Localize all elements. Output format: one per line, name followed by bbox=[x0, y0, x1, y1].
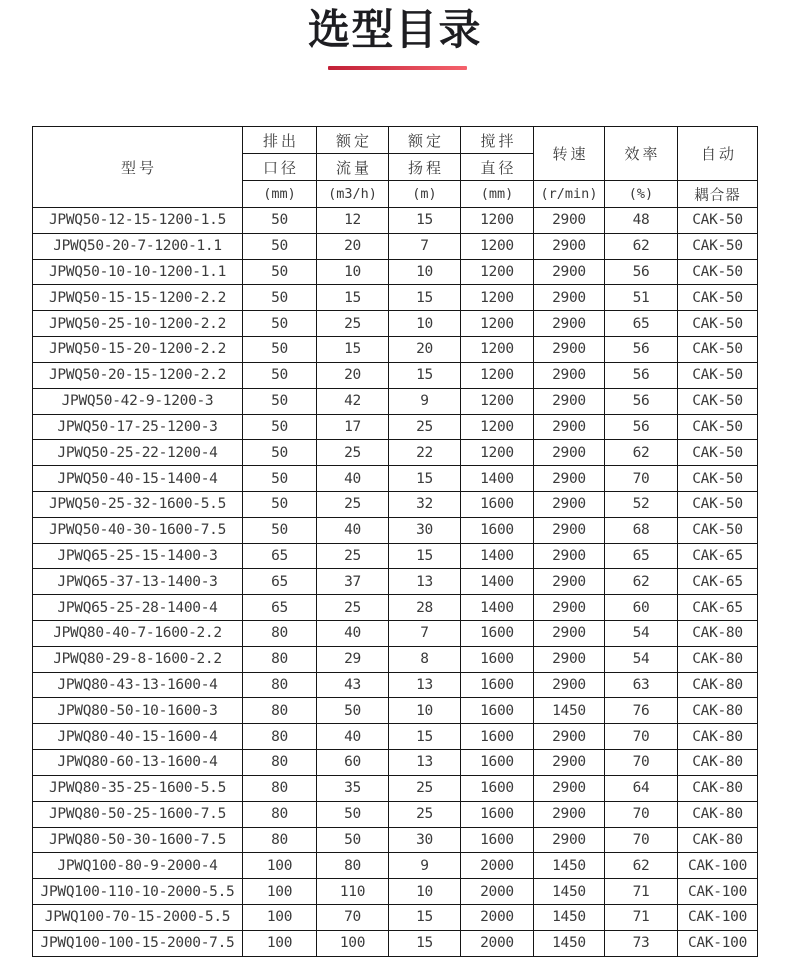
coupler-cell: CAK-100 bbox=[678, 879, 758, 905]
speed-cell: 2900 bbox=[534, 750, 605, 776]
selection-catalog-table bbox=[32, 126, 758, 957]
speed-cell: 2900 bbox=[534, 543, 605, 569]
rated-head-cell: 25 bbox=[389, 801, 461, 827]
header-coupler-unit: 耦合器 bbox=[678, 181, 758, 208]
header-flow-unit: (m3/h) bbox=[317, 181, 389, 208]
table-row bbox=[33, 543, 758, 569]
outlet-diameter-cell: 50 bbox=[243, 311, 317, 337]
coupler-cell: CAK-50 bbox=[678, 362, 758, 388]
outlet-diameter-cell: 50 bbox=[243, 233, 317, 259]
efficiency-cell: 76 bbox=[605, 698, 678, 724]
header-auto: 自动 bbox=[678, 127, 758, 181]
speed-cell: 2900 bbox=[534, 414, 605, 440]
efficiency-cell: 54 bbox=[605, 646, 678, 672]
mixing-diameter-cell: 1600 bbox=[461, 801, 534, 827]
speed-cell: 2900 bbox=[534, 827, 605, 853]
rated-head-cell: 28 bbox=[389, 595, 461, 621]
model-cell: JPWQ80-50-30-1600-7.5 bbox=[33, 827, 243, 853]
model-cell: JPWQ50-10-10-1200-1.1 bbox=[33, 259, 243, 285]
table-row bbox=[33, 208, 758, 234]
rated-flow-cell: 43 bbox=[317, 672, 389, 698]
header-outlet-unit: (mm) bbox=[243, 181, 317, 208]
model-cell: JPWQ80-50-10-1600-3 bbox=[33, 698, 243, 724]
mixing-diameter-cell: 1400 bbox=[461, 543, 534, 569]
speed-cell: 2900 bbox=[534, 466, 605, 492]
coupler-cell: CAK-50 bbox=[678, 259, 758, 285]
model-cell: JPWQ100-70-15-2000-5.5 bbox=[33, 904, 243, 930]
efficiency-cell: 70 bbox=[605, 724, 678, 750]
outlet-diameter-cell: 80 bbox=[243, 775, 317, 801]
speed-cell: 2900 bbox=[534, 801, 605, 827]
rated-head-cell: 15 bbox=[389, 724, 461, 750]
outlet-diameter-cell: 100 bbox=[243, 904, 317, 930]
rated-head-cell: 8 bbox=[389, 646, 461, 672]
coupler-cell: CAK-65 bbox=[678, 569, 758, 595]
table-row bbox=[33, 414, 758, 440]
rated-flow-cell: 25 bbox=[317, 311, 389, 337]
rated-flow-cell: 40 bbox=[317, 621, 389, 647]
outlet-diameter-cell: 50 bbox=[243, 491, 317, 517]
rated-head-cell: 10 bbox=[389, 879, 461, 905]
speed-cell: 2900 bbox=[534, 517, 605, 543]
speed-cell: 2900 bbox=[534, 388, 605, 414]
table-row bbox=[33, 491, 758, 517]
outlet-diameter-cell: 50 bbox=[243, 440, 317, 466]
speed-cell: 2900 bbox=[534, 337, 605, 363]
model-cell: JPWQ65-25-28-1400-4 bbox=[33, 595, 243, 621]
model-cell: JPWQ50-15-15-1200-2.2 bbox=[33, 285, 243, 311]
mixing-diameter-cell: 1600 bbox=[461, 517, 534, 543]
speed-cell: 2900 bbox=[534, 621, 605, 647]
header-mixing-line2: 直径 bbox=[461, 154, 534, 181]
rated-flow-cell: 15 bbox=[317, 337, 389, 363]
rated-flow-cell: 10 bbox=[317, 259, 389, 285]
table-row bbox=[33, 388, 758, 414]
header-mixing-line1: 搅拌 bbox=[461, 127, 534, 154]
model-cell: JPWQ80-40-15-1600-4 bbox=[33, 724, 243, 750]
table-row bbox=[33, 440, 758, 466]
coupler-cell: CAK-80 bbox=[678, 827, 758, 853]
rated-head-cell: 20 bbox=[389, 337, 461, 363]
model-cell: JPWQ100-100-15-2000-7.5 bbox=[33, 930, 243, 956]
outlet-diameter-cell: 50 bbox=[243, 337, 317, 363]
mixing-diameter-cell: 1600 bbox=[461, 621, 534, 647]
speed-cell: 1450 bbox=[534, 698, 605, 724]
mixing-diameter-cell: 1600 bbox=[461, 646, 534, 672]
rated-flow-cell: 12 bbox=[317, 208, 389, 234]
efficiency-cell: 51 bbox=[605, 285, 678, 311]
coupler-cell: CAK-50 bbox=[678, 311, 758, 337]
coupler-cell: CAK-80 bbox=[678, 646, 758, 672]
speed-cell: 1450 bbox=[534, 904, 605, 930]
rated-head-cell: 15 bbox=[389, 543, 461, 569]
table-row bbox=[33, 466, 758, 492]
mixing-diameter-cell: 1200 bbox=[461, 414, 534, 440]
outlet-diameter-cell: 50 bbox=[243, 388, 317, 414]
outlet-diameter-cell: 80 bbox=[243, 827, 317, 853]
outlet-diameter-cell: 50 bbox=[243, 259, 317, 285]
outlet-diameter-cell: 50 bbox=[243, 208, 317, 234]
speed-cell: 2900 bbox=[534, 595, 605, 621]
efficiency-cell: 73 bbox=[605, 930, 678, 956]
efficiency-cell: 56 bbox=[605, 259, 678, 285]
rated-flow-cell: 60 bbox=[317, 750, 389, 776]
table-row bbox=[33, 672, 758, 698]
model-cell: JPWQ65-25-15-1400-3 bbox=[33, 543, 243, 569]
rated-head-cell: 32 bbox=[389, 491, 461, 517]
outlet-diameter-cell: 100 bbox=[243, 879, 317, 905]
coupler-cell: CAK-100 bbox=[678, 853, 758, 879]
coupler-cell: CAK-80 bbox=[678, 750, 758, 776]
mixing-diameter-cell: 1600 bbox=[461, 775, 534, 801]
efficiency-cell: 56 bbox=[605, 337, 678, 363]
rated-head-cell: 15 bbox=[389, 904, 461, 930]
efficiency-cell: 64 bbox=[605, 775, 678, 801]
rated-head-cell: 7 bbox=[389, 621, 461, 647]
efficiency-cell: 71 bbox=[605, 904, 678, 930]
efficiency-cell: 70 bbox=[605, 801, 678, 827]
rated-flow-cell: 25 bbox=[317, 595, 389, 621]
efficiency-cell: 65 bbox=[605, 543, 678, 569]
rated-head-cell: 15 bbox=[389, 362, 461, 388]
table-row bbox=[33, 259, 758, 285]
header-outlet-line1: 排出 bbox=[243, 127, 317, 154]
rated-head-cell: 13 bbox=[389, 750, 461, 776]
mixing-diameter-cell: 2000 bbox=[461, 930, 534, 956]
efficiency-cell: 54 bbox=[605, 621, 678, 647]
mixing-diameter-cell: 1600 bbox=[461, 698, 534, 724]
outlet-diameter-cell: 80 bbox=[243, 698, 317, 724]
mixing-diameter-cell: 1400 bbox=[461, 595, 534, 621]
speed-cell: 2900 bbox=[534, 646, 605, 672]
coupler-cell: CAK-50 bbox=[678, 233, 758, 259]
model-cell: JPWQ65-37-13-1400-3 bbox=[33, 569, 243, 595]
speed-cell: 1450 bbox=[534, 930, 605, 956]
efficiency-cell: 70 bbox=[605, 466, 678, 492]
speed-cell: 2900 bbox=[534, 569, 605, 595]
mixing-diameter-cell: 1400 bbox=[461, 569, 534, 595]
header-head-line2: 扬程 bbox=[389, 154, 461, 181]
header-row-1 bbox=[33, 127, 758, 154]
speed-cell: 2900 bbox=[534, 491, 605, 517]
model-cell: JPWQ50-12-15-1200-1.5 bbox=[33, 208, 243, 234]
outlet-diameter-cell: 80 bbox=[243, 750, 317, 776]
outlet-diameter-cell: 50 bbox=[243, 517, 317, 543]
header-speed: 转速 bbox=[534, 127, 605, 181]
header-efficiency-unit: (%) bbox=[605, 181, 678, 208]
model-cell: JPWQ50-25-32-1600-5.5 bbox=[33, 491, 243, 517]
table-row bbox=[33, 801, 758, 827]
mixing-diameter-cell: 1200 bbox=[461, 259, 534, 285]
rated-flow-cell: 17 bbox=[317, 414, 389, 440]
coupler-cell: CAK-50 bbox=[678, 491, 758, 517]
table-header bbox=[33, 127, 758, 208]
outlet-diameter-cell: 80 bbox=[243, 672, 317, 698]
title-underline-accent bbox=[328, 66, 467, 70]
model-cell: JPWQ100-80-9-2000-4 bbox=[33, 853, 243, 879]
mixing-diameter-cell: 1200 bbox=[461, 285, 534, 311]
rated-flow-cell: 25 bbox=[317, 543, 389, 569]
table-row bbox=[33, 569, 758, 595]
table-row bbox=[33, 904, 758, 930]
efficiency-cell: 62 bbox=[605, 853, 678, 879]
efficiency-cell: 62 bbox=[605, 569, 678, 595]
speed-cell: 2900 bbox=[534, 311, 605, 337]
rated-flow-cell: 20 bbox=[317, 362, 389, 388]
model-cell: JPWQ50-20-15-1200-2.2 bbox=[33, 362, 243, 388]
rated-head-cell: 25 bbox=[389, 775, 461, 801]
model-cell: JPWQ80-35-25-1600-5.5 bbox=[33, 775, 243, 801]
mixing-diameter-cell: 1200 bbox=[461, 233, 534, 259]
outlet-diameter-cell: 65 bbox=[243, 595, 317, 621]
rated-flow-cell: 29 bbox=[317, 646, 389, 672]
model-cell: JPWQ80-29-8-1600-2.2 bbox=[33, 646, 243, 672]
model-cell: JPWQ100-110-10-2000-5.5 bbox=[33, 879, 243, 905]
header-flow-line2: 流量 bbox=[317, 154, 389, 181]
speed-cell: 2900 bbox=[534, 775, 605, 801]
outlet-diameter-cell: 50 bbox=[243, 362, 317, 388]
speed-cell: 2900 bbox=[534, 672, 605, 698]
outlet-diameter-cell: 80 bbox=[243, 646, 317, 672]
outlet-diameter-cell: 50 bbox=[243, 466, 317, 492]
mixing-diameter-cell: 2000 bbox=[461, 879, 534, 905]
rated-flow-cell: 37 bbox=[317, 569, 389, 595]
model-cell: JPWQ50-25-22-1200-4 bbox=[33, 440, 243, 466]
model-cell: JPWQ50-42-9-1200-3 bbox=[33, 388, 243, 414]
outlet-diameter-cell: 50 bbox=[243, 285, 317, 311]
header-head-line1: 额定 bbox=[389, 127, 461, 154]
efficiency-cell: 52 bbox=[605, 491, 678, 517]
mixing-diameter-cell: 1600 bbox=[461, 750, 534, 776]
model-cell: JPWQ50-40-15-1400-4 bbox=[33, 466, 243, 492]
outlet-diameter-cell: 80 bbox=[243, 724, 317, 750]
rated-head-cell: 15 bbox=[389, 208, 461, 234]
efficiency-cell: 71 bbox=[605, 879, 678, 905]
model-cell: JPWQ80-40-7-1600-2.2 bbox=[33, 621, 243, 647]
table-row bbox=[33, 853, 758, 879]
mixing-diameter-cell: 2000 bbox=[461, 853, 534, 879]
outlet-diameter-cell: 65 bbox=[243, 569, 317, 595]
coupler-cell: CAK-50 bbox=[678, 517, 758, 543]
outlet-diameter-cell: 100 bbox=[243, 930, 317, 956]
model-cell: JPWQ50-25-10-1200-2.2 bbox=[33, 311, 243, 337]
coupler-cell: CAK-100 bbox=[678, 930, 758, 956]
rated-head-cell: 15 bbox=[389, 285, 461, 311]
table-row bbox=[33, 337, 758, 363]
table-row bbox=[33, 517, 758, 543]
mixing-diameter-cell: 1600 bbox=[461, 672, 534, 698]
table-row bbox=[33, 595, 758, 621]
table-row bbox=[33, 724, 758, 750]
header-speed-unit: (r/min) bbox=[534, 181, 605, 208]
rated-head-cell: 15 bbox=[389, 930, 461, 956]
header-flow-line1: 额定 bbox=[317, 127, 389, 154]
coupler-cell: CAK-50 bbox=[678, 337, 758, 363]
coupler-cell: CAK-80 bbox=[678, 724, 758, 750]
efficiency-cell: 62 bbox=[605, 440, 678, 466]
mixing-diameter-cell: 1600 bbox=[461, 491, 534, 517]
mixing-diameter-cell: 1200 bbox=[461, 337, 534, 363]
speed-cell: 1450 bbox=[534, 853, 605, 879]
speed-cell: 2900 bbox=[534, 440, 605, 466]
rated-flow-cell: 70 bbox=[317, 904, 389, 930]
header-model: 型号 bbox=[33, 127, 243, 208]
speed-cell: 2900 bbox=[534, 362, 605, 388]
rated-head-cell: 10 bbox=[389, 259, 461, 285]
speed-cell: 2900 bbox=[534, 259, 605, 285]
table-row bbox=[33, 698, 758, 724]
efficiency-cell: 62 bbox=[605, 233, 678, 259]
table-row bbox=[33, 311, 758, 337]
mixing-diameter-cell: 1200 bbox=[461, 440, 534, 466]
table-row bbox=[33, 233, 758, 259]
rated-head-cell: 22 bbox=[389, 440, 461, 466]
rated-flow-cell: 20 bbox=[317, 233, 389, 259]
table-row bbox=[33, 827, 758, 853]
model-cell: JPWQ50-15-20-1200-2.2 bbox=[33, 337, 243, 363]
coupler-cell: CAK-50 bbox=[678, 208, 758, 234]
efficiency-cell: 70 bbox=[605, 750, 678, 776]
coupler-cell: CAK-50 bbox=[678, 285, 758, 311]
table-row bbox=[33, 750, 758, 776]
outlet-diameter-cell: 50 bbox=[243, 414, 317, 440]
rated-head-cell: 30 bbox=[389, 827, 461, 853]
rated-head-cell: 13 bbox=[389, 672, 461, 698]
rated-flow-cell: 50 bbox=[317, 827, 389, 853]
outlet-diameter-cell: 100 bbox=[243, 853, 317, 879]
efficiency-cell: 56 bbox=[605, 362, 678, 388]
coupler-cell: CAK-80 bbox=[678, 698, 758, 724]
efficiency-cell: 48 bbox=[605, 208, 678, 234]
table-body bbox=[33, 208, 758, 957]
rated-head-cell: 15 bbox=[389, 466, 461, 492]
model-cell: JPWQ80-43-13-1600-4 bbox=[33, 672, 243, 698]
efficiency-cell: 60 bbox=[605, 595, 678, 621]
rated-flow-cell: 35 bbox=[317, 775, 389, 801]
mixing-diameter-cell: 1600 bbox=[461, 827, 534, 853]
header-outlet-line2: 口径 bbox=[243, 154, 317, 181]
efficiency-cell: 63 bbox=[605, 672, 678, 698]
header-mixing-unit: (mm) bbox=[461, 181, 534, 208]
table-row bbox=[33, 879, 758, 905]
table-row bbox=[33, 362, 758, 388]
coupler-cell: CAK-80 bbox=[678, 801, 758, 827]
speed-cell: 2900 bbox=[534, 208, 605, 234]
header-head-unit: (m) bbox=[389, 181, 461, 208]
rated-head-cell: 13 bbox=[389, 569, 461, 595]
coupler-cell: CAK-80 bbox=[678, 775, 758, 801]
rated-head-cell: 30 bbox=[389, 517, 461, 543]
speed-cell: 2900 bbox=[534, 233, 605, 259]
speed-cell: 2900 bbox=[534, 285, 605, 311]
rated-flow-cell: 25 bbox=[317, 440, 389, 466]
table-row bbox=[33, 621, 758, 647]
rated-flow-cell: 100 bbox=[317, 930, 389, 956]
model-cell: JPWQ50-20-7-1200-1.1 bbox=[33, 233, 243, 259]
efficiency-cell: 56 bbox=[605, 388, 678, 414]
speed-cell: 1450 bbox=[534, 879, 605, 905]
model-cell: JPWQ80-50-25-1600-7.5 bbox=[33, 801, 243, 827]
page-title: 选型目录 bbox=[307, 6, 482, 53]
rated-head-cell: 9 bbox=[389, 853, 461, 879]
outlet-diameter-cell: 80 bbox=[243, 801, 317, 827]
coupler-cell: CAK-100 bbox=[678, 904, 758, 930]
mixing-diameter-cell: 1200 bbox=[461, 311, 534, 337]
mixing-diameter-cell: 1200 bbox=[461, 362, 534, 388]
model-cell: JPWQ50-40-30-1600-7.5 bbox=[33, 517, 243, 543]
rated-head-cell: 10 bbox=[389, 698, 461, 724]
mixing-diameter-cell: 2000 bbox=[461, 904, 534, 930]
model-cell: JPWQ80-60-13-1600-4 bbox=[33, 750, 243, 776]
model-cell: JPWQ50-17-25-1200-3 bbox=[33, 414, 243, 440]
coupler-cell: CAK-50 bbox=[678, 388, 758, 414]
coupler-cell: CAK-80 bbox=[678, 672, 758, 698]
speed-cell: 2900 bbox=[534, 724, 605, 750]
rated-flow-cell: 50 bbox=[317, 698, 389, 724]
header-efficiency: 效率 bbox=[605, 127, 678, 181]
rated-flow-cell: 40 bbox=[317, 724, 389, 750]
table-row bbox=[33, 646, 758, 672]
rated-flow-cell: 40 bbox=[317, 517, 389, 543]
table-row bbox=[33, 775, 758, 801]
rated-head-cell: 25 bbox=[389, 414, 461, 440]
rated-head-cell: 10 bbox=[389, 311, 461, 337]
coupler-cell: CAK-50 bbox=[678, 466, 758, 492]
coupler-cell: CAK-50 bbox=[678, 414, 758, 440]
rated-flow-cell: 42 bbox=[317, 388, 389, 414]
rated-flow-cell: 25 bbox=[317, 491, 389, 517]
coupler-cell: CAK-80 bbox=[678, 621, 758, 647]
mixing-diameter-cell: 1200 bbox=[461, 208, 534, 234]
outlet-diameter-cell: 80 bbox=[243, 621, 317, 647]
efficiency-cell: 68 bbox=[605, 517, 678, 543]
rated-head-cell: 7 bbox=[389, 233, 461, 259]
outlet-diameter-cell: 65 bbox=[243, 543, 317, 569]
efficiency-cell: 56 bbox=[605, 414, 678, 440]
rated-flow-cell: 40 bbox=[317, 466, 389, 492]
mixing-diameter-cell: 1600 bbox=[461, 724, 534, 750]
rated-flow-cell: 50 bbox=[317, 801, 389, 827]
mixing-diameter-cell: 1200 bbox=[461, 388, 534, 414]
efficiency-cell: 70 bbox=[605, 827, 678, 853]
coupler-cell: CAK-65 bbox=[678, 595, 758, 621]
rated-flow-cell: 110 bbox=[317, 879, 389, 905]
coupler-cell: CAK-50 bbox=[678, 440, 758, 466]
rated-head-cell: 9 bbox=[389, 388, 461, 414]
rated-flow-cell: 80 bbox=[317, 853, 389, 879]
efficiency-cell: 65 bbox=[605, 311, 678, 337]
table-row bbox=[33, 285, 758, 311]
rated-flow-cell: 15 bbox=[317, 285, 389, 311]
table-row bbox=[33, 930, 758, 956]
coupler-cell: CAK-65 bbox=[678, 543, 758, 569]
mixing-diameter-cell: 1400 bbox=[461, 466, 534, 492]
